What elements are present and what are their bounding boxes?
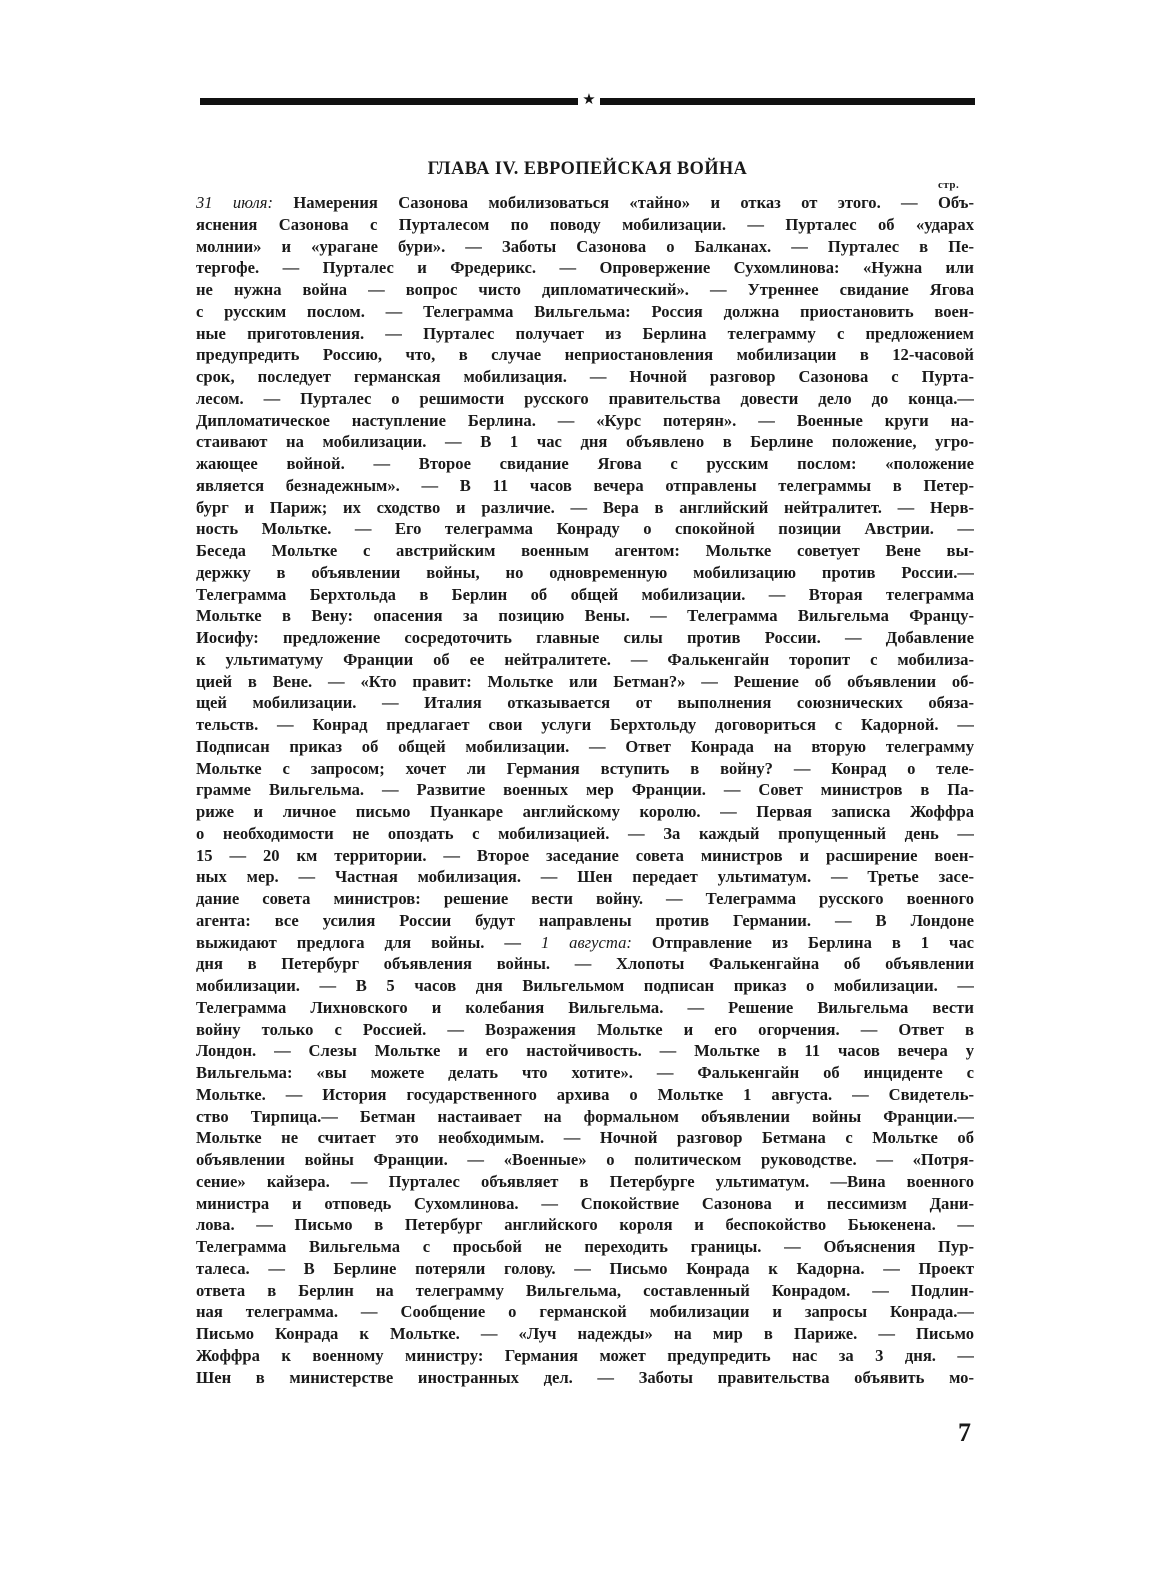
text-line: Мольтке в Вену: опасения за позицию Вены. — Телеграмма Вильгельма Францу- <box>196 606 974 626</box>
text-line: ство Тирпица.— Бетман настаивает на формальном объявлении войны Франции.— <box>196 1106 974 1126</box>
text-line: ная телеграмма. — Сообщение о германской мобилизации и запросы Конрада.— <box>196 1302 974 1322</box>
text-line: 15 — 20 км территории. — Второе заседание совета министров и расширение воен- <box>196 845 974 865</box>
text-line: Дипломатическое наступление Берлина. — «Курс потерян». — Военные круги на- <box>196 410 974 430</box>
text-line: Жоффра к военному министру: Германия может предупредить нас за 3 дня. — <box>196 1345 974 1365</box>
text-line: сение» кайзера. — Пурталес объявляет в Петербурге ультиматум. —Вина военного <box>196 1171 974 1191</box>
text-line: мобилизации. — В 5 часов дня Вильгельмом подписан приказ о мобилизации. — <box>196 976 974 995</box>
text-line: тергофе. — Пурталес и Фредерикс. — Опровержение Сухомлинова: «Нужна или <box>196 258 974 278</box>
chapter-title: ГЛАВА IV. ЕВРОПЕЙСКАЯ ВОЙНА <box>427 158 748 179</box>
text-line: дня в Петербург объявления войны. — Хлопоты Фалькенгайна об объявлении <box>196 954 974 974</box>
text-line: щей мобилизации. — Италия отказывается от выполнения союзнических обяза- <box>196 693 974 713</box>
chapter-summary <box>196 192 974 1388</box>
page-column-label: стр. <box>938 179 960 191</box>
text-line: талеса. — В Берлине потеряли голову. — Письмо Конрада к Кадорна. — Проект <box>196 1258 974 1278</box>
text-line: к ультиматуму Франции об ее нейтралитете. — Фалькенгайн торопит с мобилиза- <box>196 649 974 669</box>
text-line: является безнадежным». — В 11 часов вечера отправлены телеграммы в Петер- <box>196 475 974 495</box>
text-line: тельств. — Конрад предлагает свои услуги Берхтольду договориться с Кадорной. — <box>196 715 974 734</box>
text-line: Мольтке с запросом; хочет ли Германия вступить в войну? — Конрад о теле- <box>196 758 974 778</box>
text-line: лова. — Письмо в Петербург английского короля и беспокойство Бьюкенена. — <box>196 1215 974 1235</box>
text-line: ных мер. — Частная мобилизация. — Шен передает ультиматум. — Третье засе- <box>196 867 974 887</box>
text-line: Мольтке. — История государственного архива о Мольтке 1 августа. — Свидетель- <box>196 1084 974 1104</box>
text-line: Подписан приказ об общей мобилизации. — Ответ Конрада на вторую телеграмму <box>196 736 974 756</box>
text-line: Письмо Конрада к Мольтке. — «Луч надежды» на мир в Париже. — Письмо <box>196 1324 974 1343</box>
text-line: ные приготовления. — Пурталес получает из Берлина телеграмму с предложением <box>196 323 974 343</box>
text-line: Шен в министерстве иностранных дел. — Заботы правительства объявить мо- <box>196 1367 974 1387</box>
text-line: предупредить Россию, что, в случае неприостановления мобилизации в 12-часовой <box>196 345 974 365</box>
text-line: 31 июля: Намерения Сазонова мобилизоваться «тайно» и отказ от этого. — Объ- <box>196 193 974 212</box>
text-line: держку в объявлении войны, но одновременную мобилизацию против России.— <box>196 562 974 582</box>
page-number: 7 <box>958 1418 971 1447</box>
text-line: войну только с Россией. — Возражения Мольтке и его огорчения. — Ответ в <box>196 1019 974 1039</box>
rule-bar-right <box>600 98 975 105</box>
text-line: лесом. — Пурталес о решимости русского правительства довести дело до конца.— <box>196 388 974 408</box>
text-line: бург и Париж; их сходство и различие. — Вера в английский нейтралитет. — Нерв- <box>196 497 974 517</box>
text-line: Мольтке не считает это необходимым. — Ночной разговор Бетмана с Мольтке об <box>196 1128 974 1148</box>
text-line: яснения Сазонова с Пурталесом по поводу мобилизации. — Пурталес об «ударах <box>196 214 974 234</box>
rule-bar-left <box>200 98 578 105</box>
star-icon: ★ <box>582 90 596 108</box>
text-line: Телеграмма Лихновского и колебания Вильгельма. — Решение Вильгельма вести <box>196 997 974 1017</box>
text-line: о необходимости не опоздать с мобилизацией. — За каждый пропущенный день — <box>196 823 974 843</box>
text-line: Иосифу: предложение сосредоточить главные силы против России. — Добавление <box>196 628 974 647</box>
text-line: цией в Вене. — «Кто правит: Мольтке или Бетман?» — Решение об объявлении об- <box>196 671 974 691</box>
text-line: жающее войной. — Второе свидание Ягова с русским послом: «положение <box>196 454 974 473</box>
text-line: Вильгельма: «вы можете делать что хотите». — Фалькенгайн об инциденте с <box>196 1063 974 1082</box>
text-line: риже и личное письмо Пуанкаре английскому королю. — Первая записка Жоффра <box>196 802 974 821</box>
text-line: молнии» и «урагане бури». — Заботы Сазонова о Балканах. — Пурталес в Пе- <box>196 236 974 256</box>
text-line: срок, последует германская мобилизация. — Ночной разговор Сазонова с Пурта- <box>196 367 974 386</box>
text-line: Беседа Мольтке с австрийским военным агентом: Мольтке советует Вене вы- <box>196 541 974 560</box>
text-line: ответа в Берлин на телеграмму Вильгельма, составленный Конрадом. — Подлин- <box>196 1280 974 1300</box>
text-line: объявлении войны Франции. — «Военные» о политическом руководстве. — «Потря- <box>196 1150 974 1169</box>
text-line: агента: все усилия России будут направлены против Германии. — В Лондоне <box>196 910 974 930</box>
text-line: Лондон. — Слезы Мольтке и его настойчивость. — Мольтке в 11 часов вечера у <box>196 1041 974 1061</box>
text-line: Телеграмма Берхтольда в Берлин об общей мобилизации. — Вторая телеграмма <box>196 584 974 604</box>
text-line: Телеграмма Вильгельма с просьбой не переходить границы. — Объяснения Пур- <box>196 1237 974 1256</box>
text-line: дание совета министров: решение вести войну. — Телеграмма русского военного <box>196 889 974 908</box>
text-line: стаивают на мобилизации. — В 1 час дня объявлено в Берлине положение, угро- <box>196 432 974 452</box>
text-line: министра и отповедь Сухомлинова. — Спокойствие Сазонова и пессимизм Дани- <box>196 1193 974 1213</box>
text-line: с русским послом. — Телеграмма Вильгельма: Россия должна приостановить воен- <box>196 301 974 321</box>
text-line: ность Мольтке. — Его телеграмма Конраду о спокойной позиции Австрии. — <box>196 519 974 539</box>
text-line: выжидают предлога для войны. — 1 августа: Отправление из Берлина в 1 час <box>196 932 974 952</box>
text-line: грамме Вильгельма. — Развитие военных мер Франции. — Совет министров в Па- <box>196 780 974 800</box>
ornamental-rule <box>200 90 975 108</box>
text-line: не нужна война — вопрос чисто дипломатический». — Утреннее свидание Ягова <box>196 280 974 299</box>
